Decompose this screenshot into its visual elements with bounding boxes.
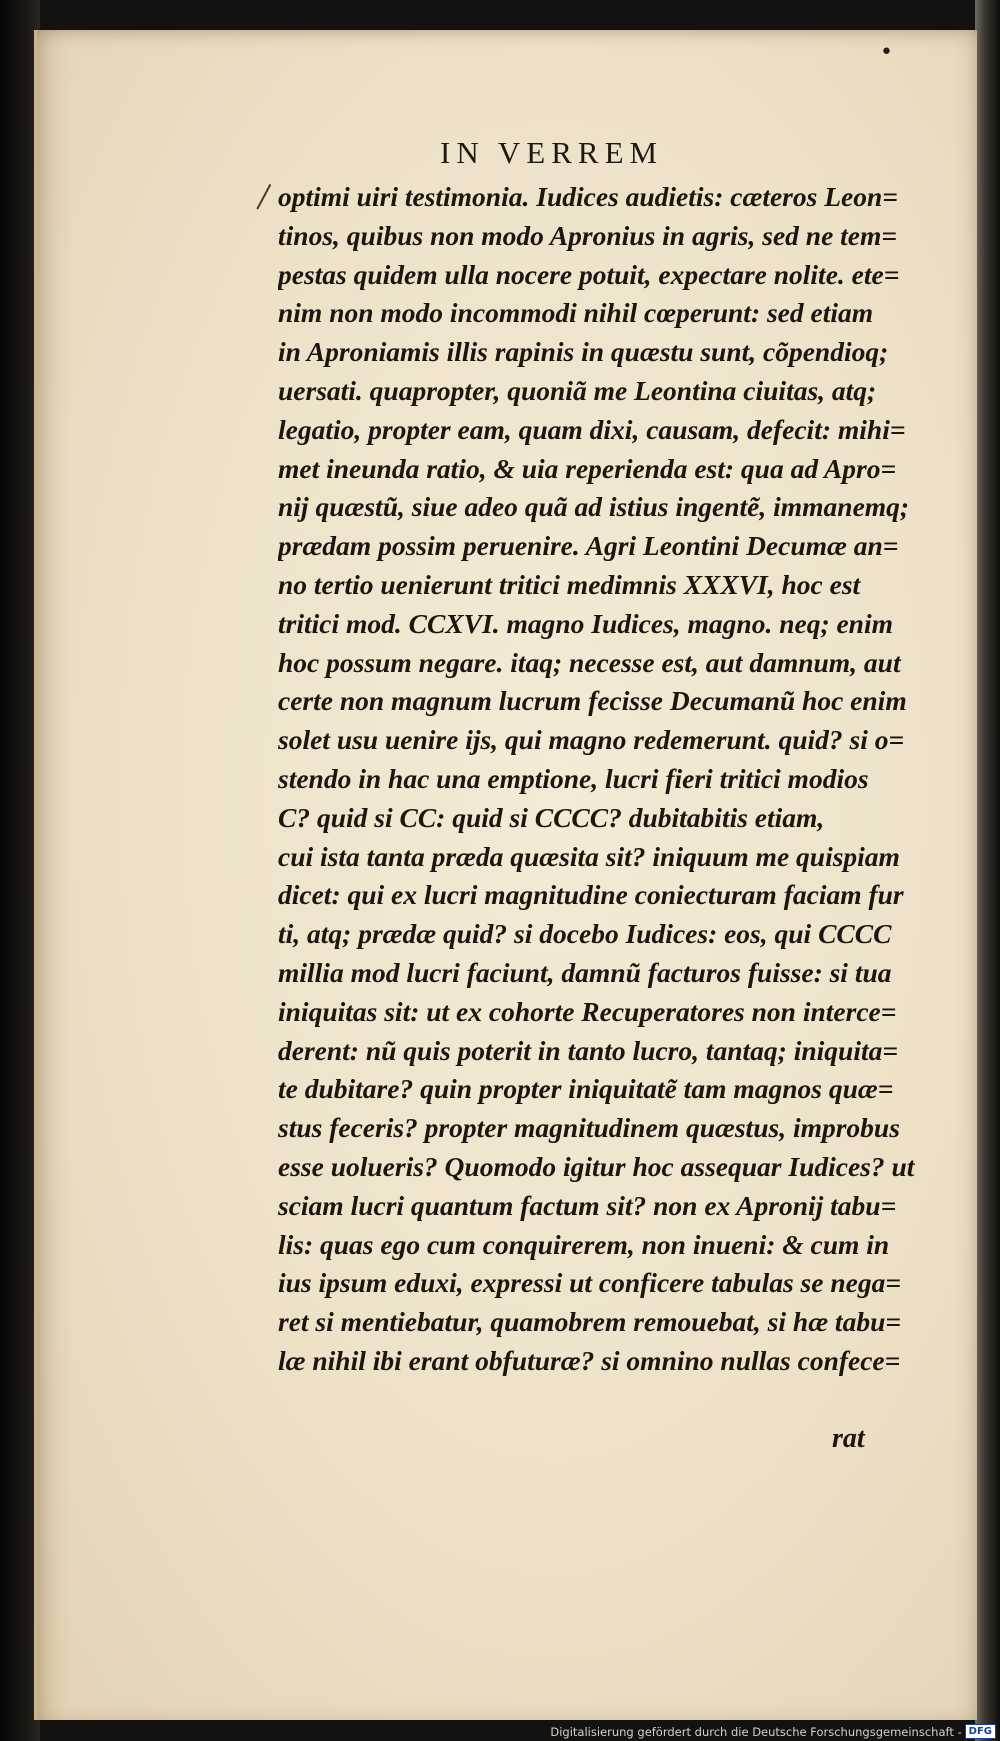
catchword: rat <box>832 1423 865 1454</box>
digitization-credit <box>550 1724 996 1739</box>
text-line: in Aproniamis illis rapinis in quæstu sunt, cõpendioq; <box>278 336 889 368</box>
text-line: prædam possim peruenire. Agri Leontini Decumæ an= <box>278 530 899 562</box>
text-line: derent: nũ quis poterit in tanto lucro, tantaq; iniquita= <box>278 1034 899 1066</box>
text-line: ti, atq; prædæ quid? si docebo Iudices: eos, qui CCCC <box>278 918 892 950</box>
text-line: solet usu uenire ijs, qui magno redemerunt. quid? si o= <box>278 724 905 756</box>
text-line: legatio, propter eam, quam dixi, causam, defecit: mihi= <box>278 413 906 445</box>
text-line: ret si mentiebatur, quamobrem remouebat, si hæ tabu= <box>278 1306 902 1338</box>
credit-text: Digitalisierung gefördert durch die Deutsche Forschungsgemeinschaft - <box>550 1724 962 1739</box>
text-line: optimi uiri testimonia. Iudices audietis: cæteros Leon= <box>278 181 898 212</box>
text-line: esse uolueris? Quomodo igitur hoc assequar Iudices? ut <box>278 1150 915 1182</box>
text-line: stendo in hac una emptione, lucri fieri tritici modios <box>278 762 869 794</box>
body-text <box>278 178 918 1381</box>
text-line: met ineunda ratio, & uia reperienda est: qua ad Apro= <box>278 452 897 484</box>
text-line: uersati. quapropter, quoniã me Leontina ciuitas, atq; <box>278 374 877 406</box>
text-line: dicet: qui ex lucri magnitudine coniecturam faciam fur <box>278 879 904 911</box>
text-line: tinos, quibus non modo Apronius in agris, sed ne tem= <box>278 219 898 251</box>
page-mark: • <box>880 40 893 65</box>
text-line: tritici mod. CCXVI. magno Iudices, magno. neq; enim <box>278 607 894 639</box>
text-line: nim non modo incommodi nihil cœperunt: sed etiam <box>278 297 874 329</box>
text-line: certe non magnum lucrum fecisse Decumanũ hoc enim <box>278 685 907 717</box>
text-line: læ nihil ibi erant obfuturæ? si omnino nullas confece= <box>278 1344 901 1376</box>
text-line: cui ista tanta præda quæsita sit? iniquum me quispiam <box>278 840 900 872</box>
text-line: nij quæstũ, siue adeo quã ad istius ingentẽ, immanemq; <box>278 491 910 523</box>
text-line: millia mod lucri faciunt, damnũ facturos fuisse: si tua <box>278 956 892 988</box>
text-line: te dubitare? quin propter iniquitatẽ tam magnos quæ= <box>278 1073 894 1105</box>
dfg-logo: DFG <box>965 1724 996 1739</box>
text-line: sciam lucri quantum factum sit? non ex Apronij tabu= <box>278 1189 897 1221</box>
text-line: pestas quidem ulla nocere potuit, expectare nolite. ete= <box>278 258 900 290</box>
text-line: C? quid si CC: quid si CCCC? dubitabitis etiam, <box>278 801 825 833</box>
text-line: iniquitas sit: ut ex cohorte Recuperatores non interce= <box>278 995 897 1027</box>
book-fore-edge <box>975 0 1000 1741</box>
text-line: hoc possum negare. itaq; necesse est, aut damnum, aut <box>278 646 901 678</box>
text-line: ius ipsum eduxi, expressi ut conficere tabulas se nega= <box>278 1267 901 1299</box>
text-line: lis: quas ego cum conquirerem, non inueni: & cum in <box>278 1228 890 1260</box>
text-line: stus feceris? propter magnitudinem quæstus, improbus <box>278 1112 900 1144</box>
running-head: IN VERREM <box>440 135 664 170</box>
text-line: no tertio uenierunt tritici medimnis XXXVI, hoc est <box>278 568 861 600</box>
